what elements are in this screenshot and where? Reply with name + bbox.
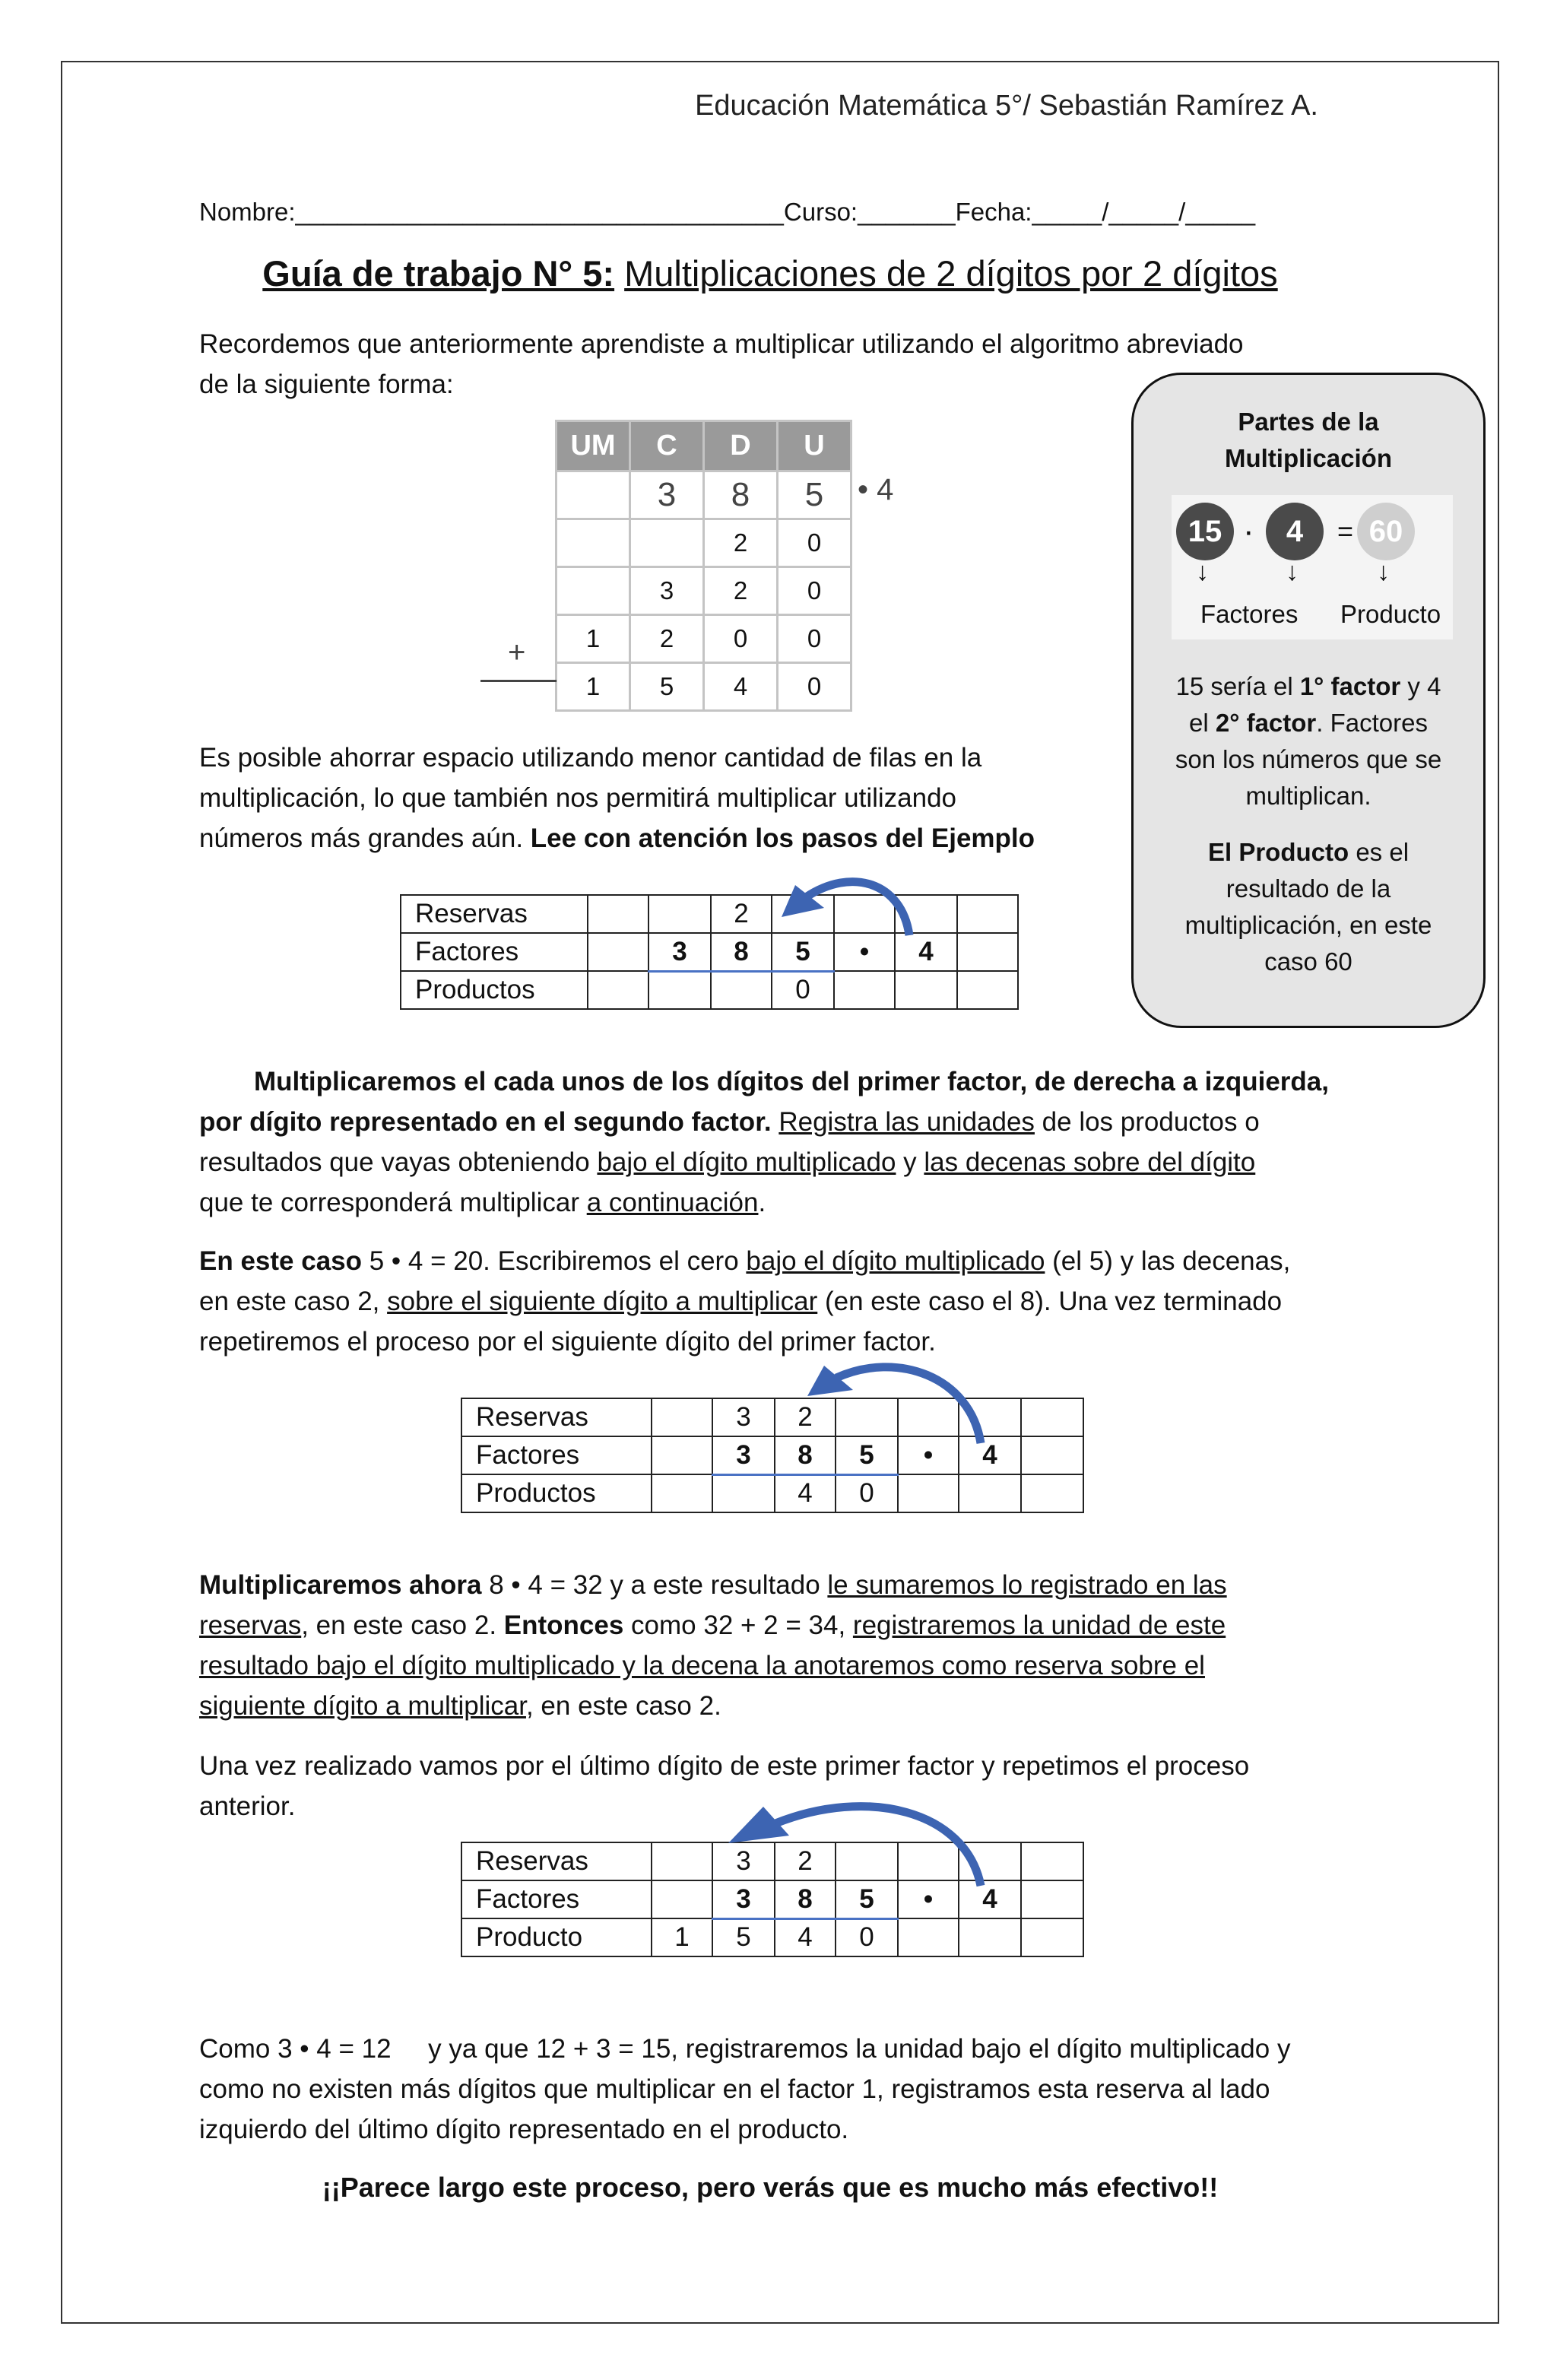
step3-reservas-row: Reservas 3 2 xyxy=(461,1842,1083,1880)
pv-cell: 2 xyxy=(704,567,778,615)
side-desc-line4: multiplican. xyxy=(1245,782,1371,810)
fecha-field[interactable]: Fecha:_____/_____/_____ xyxy=(955,198,1256,226)
pv-row xyxy=(557,519,851,567)
step1-productos-row: Productos 0 xyxy=(401,971,1018,1009)
pv-header-row xyxy=(557,421,851,471)
pv-cell: 0 xyxy=(778,519,851,567)
pv-cell xyxy=(557,471,630,519)
pv-cell: 5 xyxy=(630,663,704,711)
place-value-table xyxy=(555,420,852,712)
pv-multiplier: • 4 xyxy=(858,473,894,506)
pv-cell xyxy=(630,519,704,567)
pv-header-um: UM xyxy=(557,421,630,471)
pv-cell: 0 xyxy=(778,567,851,615)
pv-row xyxy=(557,567,851,615)
pv-sum-line xyxy=(480,680,557,682)
pv-cell: 0 xyxy=(778,663,851,711)
paragraph-ahorrar: Es posible ahorrar espacio utilizando menor cantidad de filas en la multiplicación, lo que también nos permitirá multiplicar utilizando números más grandes aún. Lee con atención los pasos del Ejemplo xyxy=(199,743,1035,853)
side-desc-line1: 15 sería el 1° factor y 4 xyxy=(1175,672,1441,700)
pv-cell: 2 xyxy=(630,615,704,663)
side-product-line1: El Producto es el xyxy=(1207,838,1410,866)
nombre-field[interactable]: Nombre:___________________________________ xyxy=(199,198,784,226)
curso-field[interactable]: Curso:_______ xyxy=(783,198,956,226)
side-product-line2: resultado de la xyxy=(1226,874,1391,903)
parts-of-multiplication-box xyxy=(1131,373,1486,1028)
step3-producto-row: Producto 1 5 4 0 xyxy=(461,1918,1083,1956)
pv-header-c: C xyxy=(630,421,704,471)
pv-cell: 2 xyxy=(704,519,778,567)
pv-plus-sign: + xyxy=(508,636,526,669)
carry-arrow-3 xyxy=(715,1787,996,1893)
step1-factores-row: Factores 3 8 5 • 4 xyxy=(401,933,1018,971)
pv-cell: 4 xyxy=(704,663,778,711)
product-circle: 60 xyxy=(1357,503,1415,560)
pv-cell: 1 xyxy=(557,663,630,711)
pv-row xyxy=(557,615,851,663)
pv-cell: 8 xyxy=(704,471,778,519)
pv-header-d: D xyxy=(704,421,778,471)
pv-cell: 1 xyxy=(557,615,630,663)
arrow-down-icon: ↓ xyxy=(1286,557,1299,586)
paragraph-multiplicaremos: Multiplicaremos el cada unos de los dígitos del primer factor, de derecha a izquierda, por dígito representado en el segundo factor. Registra las unidades de los productos o resultados que vayas obteniendo bajo el dígito multiplicado y las decenas sobre del dígito que te corresponderá multiplicar a continuación. xyxy=(199,1067,1329,1217)
factor1-circle: 15 xyxy=(1176,503,1234,560)
pv-cell: 3 xyxy=(630,471,704,519)
pv-header-u: U xyxy=(778,421,851,471)
label-factores: Factores xyxy=(1200,600,1299,628)
intro-paragraph: Recordemos que anteriormente aprendiste a multiplicar utilizando el algoritmo abreviado de la siguiente forma: xyxy=(199,329,1244,399)
pv-cell: 0 xyxy=(778,615,851,663)
pv-factor-row xyxy=(557,471,851,519)
paragraph-como: Como 3 • 4 = 12 y ya que 12 + 3 = 15, registraremos la unidad bajo el dígito multiplicado y como no existen más dígitos que multiplicar en el factor 1, registramos esta reserva al lado izquierdo del último dígito representado en el producto. xyxy=(199,2034,1291,2144)
pv-cell: 0 xyxy=(704,615,778,663)
dot-symbol: · xyxy=(1243,512,1254,550)
pv-cell xyxy=(557,519,630,567)
side-title-line2: Multiplicación xyxy=(1224,444,1392,472)
equals-symbol: = xyxy=(1337,516,1354,547)
step2-reservas-row: Reservas 3 2 xyxy=(461,1398,1083,1436)
side-desc-line2: el 2° factor. Factores xyxy=(1189,709,1428,737)
carry-arrow-2 xyxy=(775,1346,996,1452)
step2-factores-row: Factores 3 8 5 • 4 xyxy=(461,1436,1083,1474)
arrow-down-icon: ↓ xyxy=(1377,557,1390,586)
page-header: Educación Matemática 5°/ Sebastián Ramírez A. xyxy=(695,90,1318,122)
side-product-line3: multiplicación, en este xyxy=(1184,911,1432,939)
step1-reservas-row: Reservas 2 xyxy=(401,895,1018,933)
arrow-down-icon: ↓ xyxy=(1196,557,1209,586)
pv-cell: 3 xyxy=(630,567,704,615)
page-title: Guía de trabajo N° 5: Multiplicaciones de 2 dígitos por 2 dígitos xyxy=(262,253,1278,294)
step3-factores-row: Factores 3 8 5 • 4 xyxy=(461,1880,1083,1918)
side-title-line1: Partes de la xyxy=(1238,408,1379,436)
side-product-line4: caso 60 xyxy=(1264,947,1352,976)
paragraph-en-este-caso: En este caso 5 • 4 = 20. Escribiremos el cero bajo el dígito multiplicado (el 5) y las decenas, en este caso 2, sobre el siguiente dígito a multiplicar (en este caso el 8). Una vez terminado repetiremos el proceso por el siguiente dígito del primer factor. xyxy=(199,1246,1291,1357)
closing-message: ¡¡Parece largo este proceso, pero verás que es mucho más efectivo!! xyxy=(322,2172,1219,2203)
paragraph-una-vez: Una vez realizado vamos por el último dígito de este primer factor y repetimos el proceso anterior. xyxy=(199,1751,1250,1821)
carry-arrow-1 xyxy=(760,859,943,943)
side-desc-line3: son los números que se xyxy=(1175,745,1442,773)
label-producto: Producto xyxy=(1340,600,1441,628)
multiplication-example-figure xyxy=(1172,495,1453,639)
pv-cell: 5 xyxy=(778,471,851,519)
form-line xyxy=(199,192,1255,232)
factor2-circle: 4 xyxy=(1266,503,1324,560)
pv-cell xyxy=(557,567,630,615)
step2-productos-row: Productos 4 0 xyxy=(461,1474,1083,1512)
pv-result-row xyxy=(557,663,851,711)
paragraph-multiplicaremos-ahora: Multiplicaremos ahora 8 • 4 = 32 y a este resultado le sumaremos lo registrado en las reservas, en este caso 2. Entonces como 32 + 2 = 34, registraremos la unidad de este resultado bajo el dígito multiplicado y la decena la anotaremos como reserva sobre el siguiente dígito a multiplicar, en este caso 2. xyxy=(199,1570,1227,1721)
